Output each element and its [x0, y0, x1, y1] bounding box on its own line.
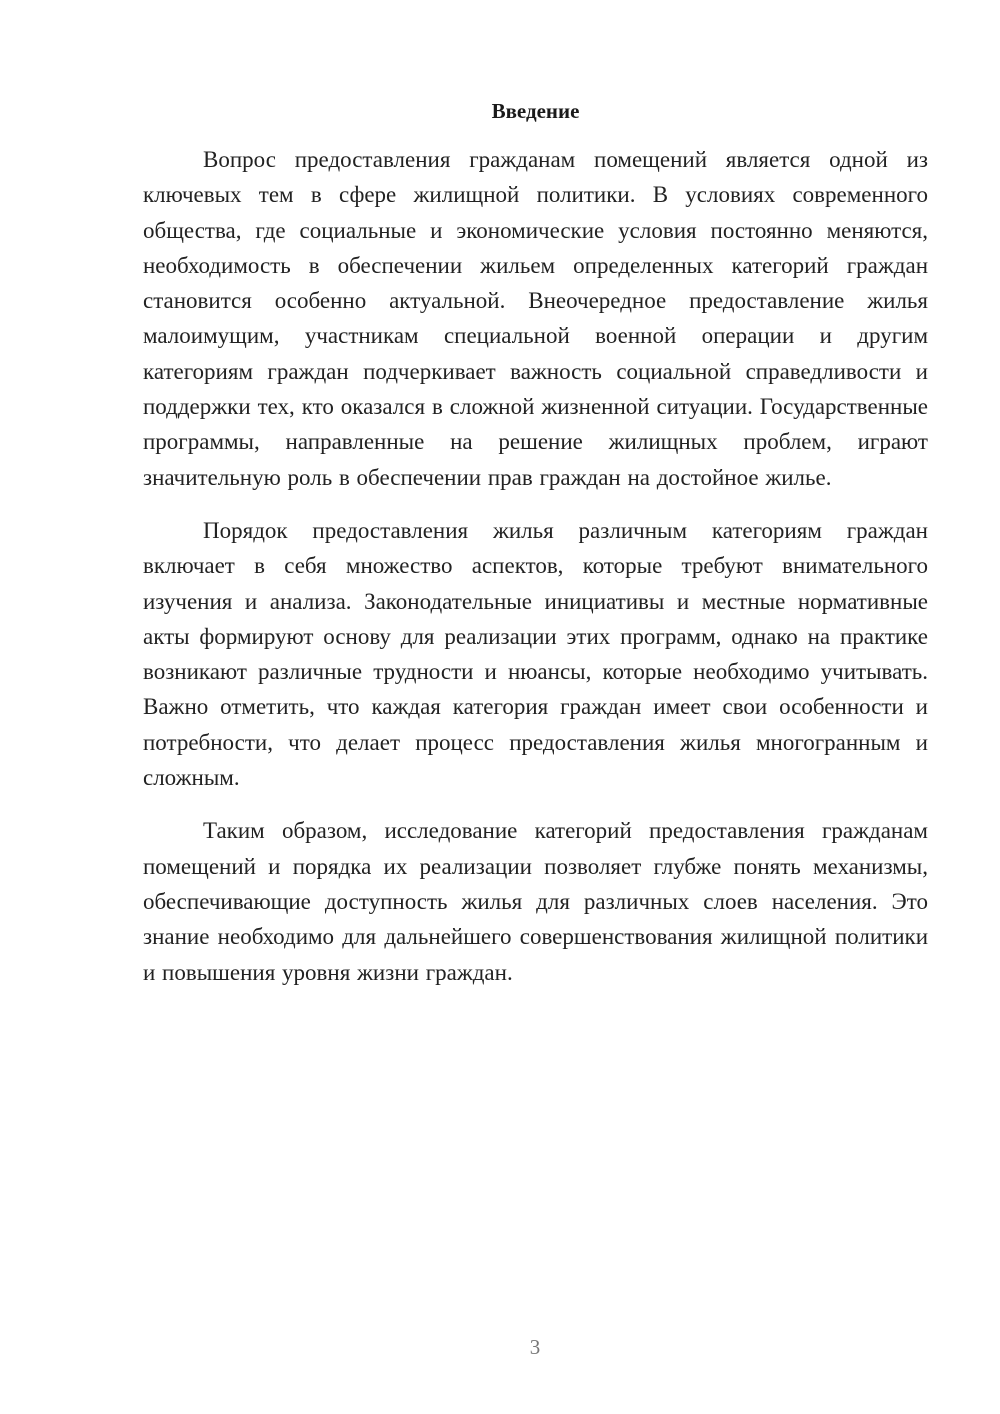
paragraph-3: Таким образом, исследование категорий предоставления гражданам помещений и порядка их реализации позволяет глубже понять механизмы, обеспечивающие доступность жилья для различных слоев населения. Это знание необходимо для дальнейшего совершенствования жилищной политики и повышения уровня жизни граждан. — [143, 818, 928, 985]
body-text — [143, 142, 928, 990]
paragraph-1: Вопрос предоставления гражданам помещений является одной из ключевых тем в сфере жилищной политики. В условиях современного общества, где социальные и экономические условия постоянно меняются, необходимость в обеспечении жильем определенных категорий граждан становится особенно актуальной. Внеочередное предоставление жилья малоимущим, участникам специальной военной операции и другим категориям граждан подчеркивает важность социальной справедливости и поддержки тех, кто оказался в сложной жизненной ситуации. Государственные программы, направленные на решение жилищных проблем, играют значительную роль в обеспечении прав граждан на достойное жилье. — [143, 147, 928, 490]
paragraph-2: Порядок предоставления жилья различным категориям граждан включает в себя множество аспектов, которые требуют внимательного изучения и анализа. Законодательные инициативы и местные нормативные акты формируют основу для реализации этих программ, однако на практике возникают различные трудности и нюансы, которые необходимо учитывать. Важно отметить, что каждая категория граждан имеет свои особенности и потребности, что делает процесс предоставления жилья многогранным и сложным. — [143, 517, 928, 791]
page-number: 3 — [529, 1335, 541, 1359]
page-title: Введение — [491, 99, 580, 123]
